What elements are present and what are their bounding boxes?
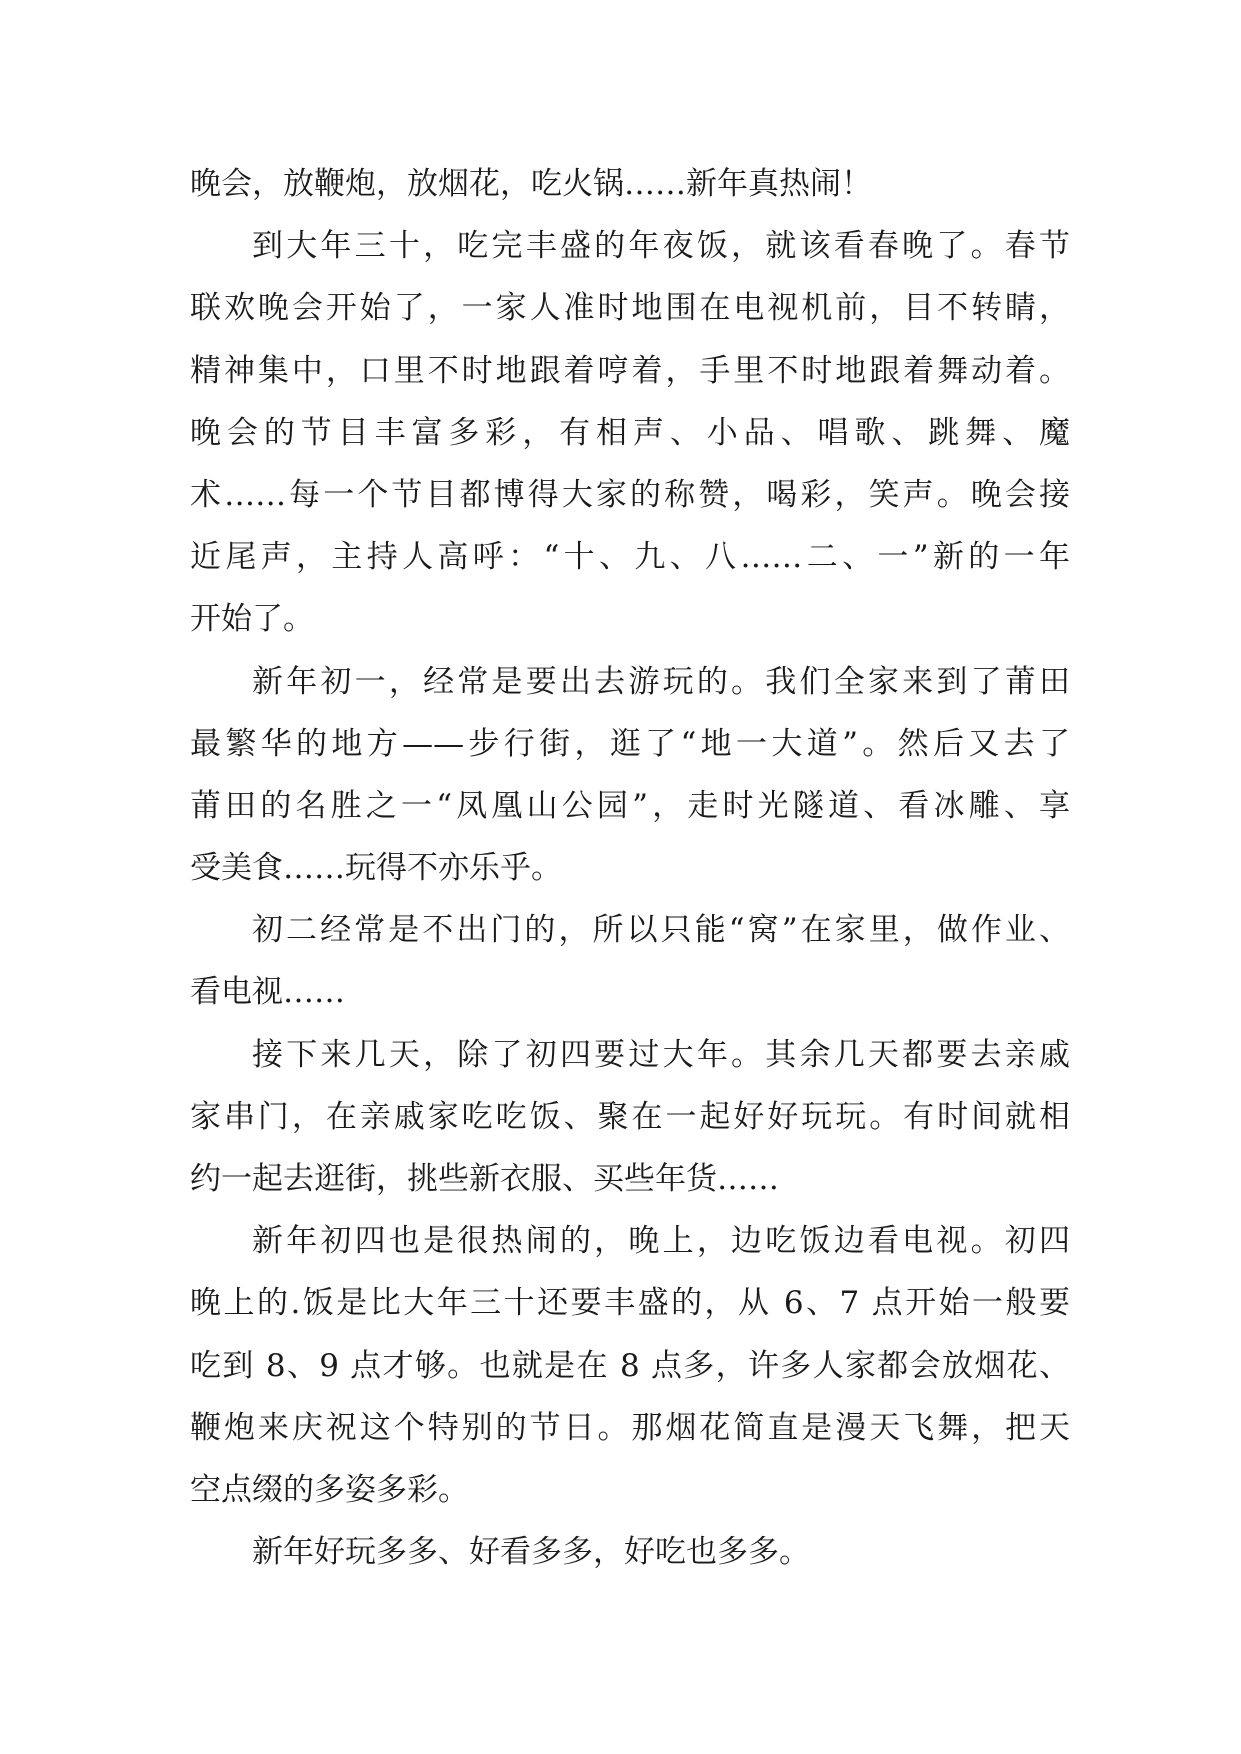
text-line: 家串门，在亲戚家吃吃饭、聚在一起好好玩玩。有时间就相 [190, 1098, 1070, 1135]
text-line: 开始了。 [190, 601, 314, 638]
text-line: 空点缀的多姿多彩。 [190, 1471, 469, 1508]
text-line: 近尾声，主持人高呼：“十、九、八……二、一”新的一年 [190, 539, 1070, 576]
text-line: 受美食……玩得不亦乐乎。 [190, 850, 562, 887]
paragraph-first-line: 新年初四也是很热闹的，晚上，边吃饭边看电视。初四 [252, 1223, 1070, 1260]
text-line: 莆田的名胜之一“凤凰山公园”，走时光隧道、看冰雕、享 [190, 787, 1070, 824]
text-line: 晚上的.饭是比大年三十还要丰盛的，从 6、7 点开始一般要 [190, 1285, 1070, 1322]
text-line: 吃到 8、9 点才够。也就是在 8 点多，许多人家都会放烟花、 [190, 1347, 1070, 1384]
paragraph-first-line: 接下来几天，除了初四要过大年。其余几天都要去亲戚 [252, 1036, 1070, 1073]
text-line: 精神集中，口里不时地跟着哼着，手里不时地跟着舞动着。 [190, 352, 1070, 389]
paragraph-first-line: 初二经常是不出门的，所以只能“窝”在家里，做作业、 [252, 912, 1070, 949]
text-line: 约一起去逛街，挑些新衣服、买些年货…… [190, 1161, 779, 1197]
text-line: 最繁华的地方——步行街，逛了“地一大道”。然后又去了 [190, 725, 1070, 762]
paragraph-first-line: 新年初一，经常是要出去游玩的。我们全家来到了莆田 [252, 663, 1070, 700]
text-line: 晚会，放鞭炮，放烟花，吃火锅……新年真热闹！ [190, 166, 872, 202]
body-text [190, 153, 1070, 1583]
paragraph-first-line: 新年好玩多多、好看多多，好吃也多多。 [252, 1534, 810, 1571]
text-line: 术……每一个节目都博得大家的称赞，喝彩，笑声。晚会接 [190, 476, 1070, 513]
text-line: 联欢晚会开始了，一家人准时地围在电视机前，目不转睛， [190, 290, 1070, 327]
paragraph-first-line: 到大年三十，吃完丰盛的年夜饭，就该看春晚了。春节 [252, 228, 1070, 265]
text-line: 看电视…… [190, 974, 345, 1011]
text-line: 鞭炮来庆祝这个特别的节日。那烟花简直是漫天飞舞，把天 [190, 1409, 1070, 1446]
text-line: 晚会的节目丰富多彩，有相声、小品、唱歌、跳舞、魔 [190, 414, 1070, 451]
